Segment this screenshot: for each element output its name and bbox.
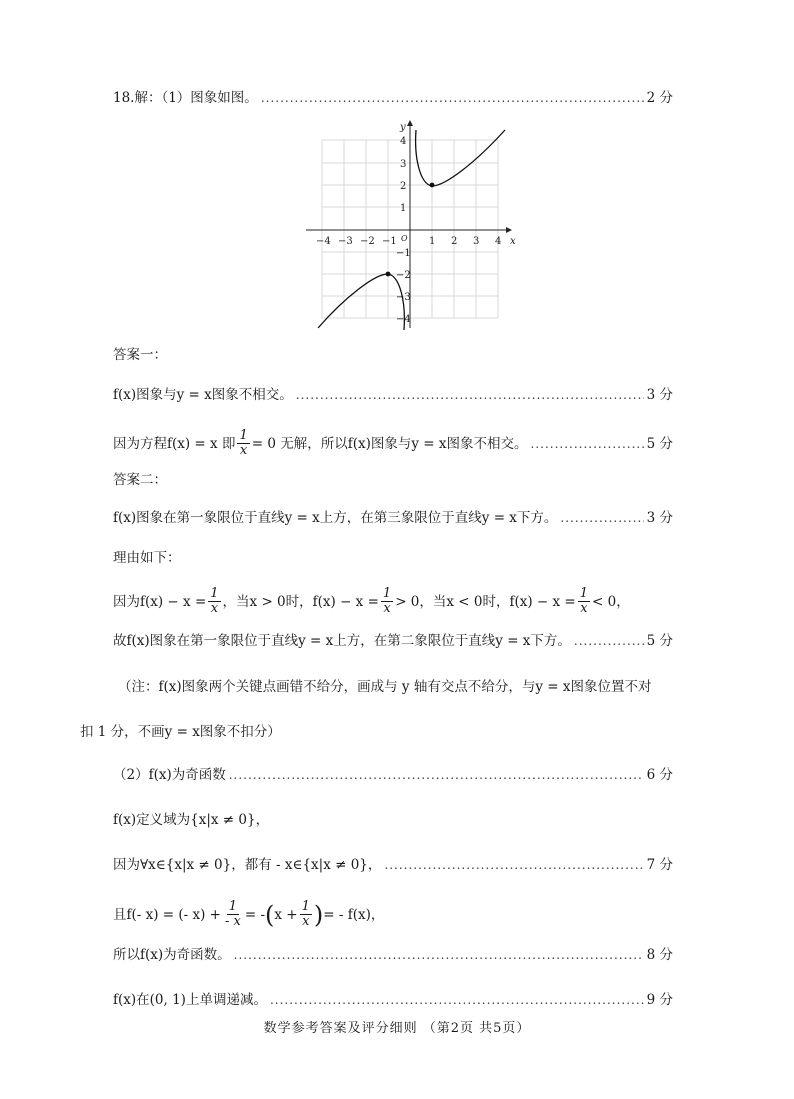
answer1-line2-text-b: = 0 无解，所以f(x)图象与y = x图象不相交。: [251, 435, 528, 452]
x-tick: 1: [429, 236, 436, 247]
leader-dots: [270, 990, 644, 1010]
note-line1-text: （注：f(x)图象两个关键点画错不给分，画成与 y 轴有交点不给分，与y = x图象位置不对: [118, 679, 652, 695]
score-6: 6 分: [646, 767, 673, 783]
leader-dots: [574, 631, 644, 651]
part2-line2: [113, 810, 673, 830]
fraction-1-over-x: [578, 587, 590, 616]
part2-line4-a: 且f(- x) = (- x) +: [113, 906, 221, 923]
x-tick: 4: [495, 236, 502, 247]
answer2-line4-text: 故f(x)图象在第一象限位于直线y = x上方，在第二象限位于直线y = x下方。: [113, 633, 571, 649]
score-7: 7 分: [646, 857, 673, 873]
leader-dots: [560, 508, 643, 528]
key-point-1-2: [430, 183, 435, 188]
fraction-1-over-x: [300, 900, 312, 929]
score-2: 2 分: [646, 90, 673, 106]
leader-dots: [531, 434, 644, 454]
fraction-denominator: x: [580, 601, 588, 616]
y-tick: 2: [400, 181, 407, 192]
part2-line6-text: f(x)在(0, 1)上单调递减。: [113, 992, 267, 1008]
part2-line6: [113, 990, 673, 1010]
fraction-1-over-x: [381, 587, 393, 616]
part2-line5-text: 所以f(x)为奇函数。: [113, 947, 231, 963]
answer1-line1-text: f(x)图象与y = x图象不相交。: [113, 387, 293, 403]
answer2-title: 答案二：: [113, 472, 167, 488]
score-5: 5 分: [646, 435, 673, 452]
note-line1: [118, 677, 718, 697]
answer2-title-line: [113, 470, 673, 490]
right-paren: ): [313, 900, 324, 929]
answer2-line1: [113, 508, 673, 528]
fraction-numerator: 1: [239, 428, 248, 443]
x-axis-arrow: [506, 227, 512, 233]
x-tick: −4: [316, 236, 331, 247]
answer2-line3-c: > 0，当x < 0时，f(x) − x =: [395, 593, 576, 610]
part2-line3: [113, 855, 673, 875]
fraction-denominator: x: [210, 601, 219, 616]
fraction-1-over-neg-x: [223, 900, 243, 929]
part2-line3-text: 因为∀x∈{x|x ≠ 0}，都有 - x∈{x|x ≠ 0}，: [113, 857, 382, 873]
answer2-reason-line: [113, 548, 673, 568]
fraction-numerator: 1: [301, 899, 310, 914]
y-tick: −4: [396, 314, 411, 325]
leader-dots: [229, 765, 644, 785]
answer2-reason: 理由如下：: [113, 550, 181, 566]
leader-dots: [384, 855, 643, 875]
curve-positive-branch: [416, 130, 505, 186]
fraction-1-over-x: [237, 429, 249, 458]
part2-line4-c: x +: [274, 906, 298, 923]
answer1-line2: [113, 429, 673, 458]
left-paren: (: [265, 900, 275, 929]
x-tick: 3: [473, 236, 480, 247]
y-axis-label: y: [400, 122, 406, 133]
y-tick: −1: [396, 248, 411, 259]
y-tick: 4: [400, 136, 407, 147]
note-line2-text: 扣 1 分，不画y = x图象不扣分）: [80, 724, 281, 740]
part2-line4-b: = -: [244, 906, 266, 923]
y-axis-arrow: [407, 120, 413, 126]
origin-label: O: [401, 234, 408, 243]
answer2-line3-a: 因为f(x) − x =: [113, 593, 207, 610]
x-tick: −2: [360, 236, 375, 247]
x-tick: 2: [451, 236, 458, 247]
fraction-numerator: 1: [228, 899, 238, 914]
part2-line4: [113, 900, 673, 929]
answer2-line4: [113, 631, 673, 651]
part2-line1: [113, 765, 673, 785]
answer2-line3-b: ，当x > 0时，f(x) − x =: [222, 593, 379, 610]
answer2-line3: [113, 587, 713, 616]
answer1-line2-text-a: 因为方程f(x) = x 即: [113, 435, 236, 452]
y-tick: 3: [400, 159, 407, 170]
score-3: 3 分: [646, 387, 673, 403]
fraction-numerator: 1: [579, 586, 589, 601]
fraction-numerator: 1: [210, 586, 219, 601]
fraction-numerator: 1: [382, 586, 392, 601]
answer1-line1: [113, 385, 673, 405]
x-axis-label: x: [510, 236, 516, 247]
fraction-denominator: - x: [225, 914, 241, 929]
answer1-title-line: [113, 345, 673, 365]
leader-dots: [296, 385, 644, 405]
fraction-denominator: x: [239, 443, 248, 458]
q18-header-line: [113, 88, 673, 108]
score-3: 3 分: [646, 510, 673, 526]
score-5: 5 分: [646, 633, 673, 649]
note-line2: [80, 722, 680, 742]
part2-line2-text: f(x)定义域为{x|x ≠ 0}，: [113, 812, 270, 828]
fraction-1-over-x: [208, 587, 220, 616]
fraction-denominator: x: [302, 914, 310, 929]
leader-dots: [261, 88, 644, 108]
score-9: 9 分: [646, 992, 673, 1008]
part2-line5: [113, 945, 673, 965]
x-tick: −1: [382, 236, 397, 247]
leader-dots: [234, 945, 644, 965]
key-point-neg1-neg2: [386, 272, 391, 277]
function-graph: [300, 118, 520, 333]
part2-line1-text: （2）f(x)为奇函数: [113, 767, 226, 783]
score-8: 8 分: [646, 947, 673, 963]
page-footer: 数学参考答案及评分细则 （第2页 共5页）: [263, 1021, 531, 1036]
fraction-denominator: x: [383, 601, 391, 616]
answer1-title: 答案一：: [113, 347, 167, 363]
y-tick: 1: [400, 203, 407, 214]
answer2-line1-text: f(x)图象在第一象限位于直线y = x上方，在第三象限位于直线y = x下方。: [113, 510, 558, 526]
y-tick: −3: [396, 292, 411, 303]
y-tick: −2: [396, 270, 411, 281]
x-tick: −3: [338, 236, 353, 247]
answer2-line3-d: < 0，: [592, 593, 630, 610]
part2-line4-d: = - f(x)，: [323, 906, 385, 923]
q18-header-text: 18.解：（1）图象如图。: [113, 90, 258, 106]
curve-negative-branch: [318, 274, 404, 330]
